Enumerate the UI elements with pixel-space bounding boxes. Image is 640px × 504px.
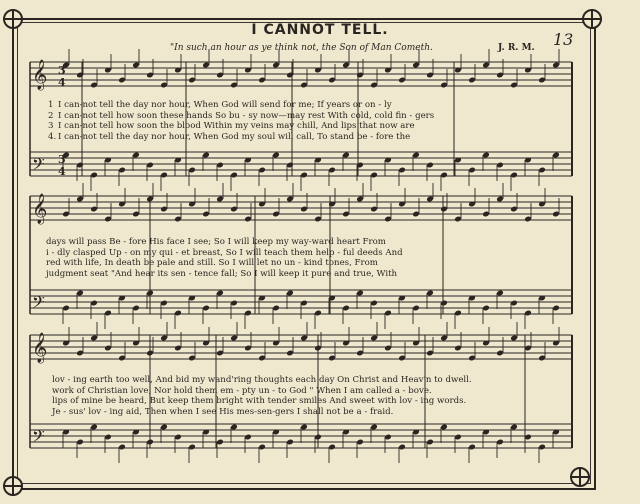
lyric-line: red with life, In death be pale and still. So I will let no un - kind tones, From xyxy=(46,258,378,268)
lyric-line: 4. I can-not tell the day nor hour, When God my soul will call, To stand be - fore the xyxy=(48,131,411,142)
lyric-line: lips of mine be heard, But keep them bright with tender smiles And sweet with lov - ing words. xyxy=(52,396,467,406)
treble-clef: 𝄞 xyxy=(32,333,48,363)
time-signature: 3 xyxy=(58,153,66,166)
bass-clef: 𝄢 xyxy=(32,426,45,450)
bass-clef: 𝄢 xyxy=(32,154,45,178)
author-initials: J. R. M. xyxy=(498,43,535,53)
treble-clef: 𝄞 xyxy=(32,194,48,224)
page-number: 13 xyxy=(553,30,574,49)
lyric-line: lov - ing earth too well, And bid my wand'ring thoughts each day On Christ and Heav'n to dwell. xyxy=(52,375,472,385)
hymn-title: I CANNOT TELL. xyxy=(251,22,389,38)
lyric-line: Je - sus' lov - ing aid, Then when I see His mes-sen-gers I shall not be a - fraid. xyxy=(52,406,394,417)
bass-clef: 𝄢 xyxy=(32,292,45,316)
lyrics-system-3 xyxy=(52,375,472,417)
lyric-line: work of Christian love; Nor hold them em - pty un - to God " When I am called a - bove. xyxy=(52,385,432,396)
lyric-line: 3 I can-not tell how soon the blood Within my veins may chill, And lips that now are xyxy=(48,121,415,131)
time-signature: 3 xyxy=(58,64,66,77)
lyric-line: 2 I can-not tell how soon these hands So bu - sy now—may rest With cold, cold fin - gers xyxy=(48,110,435,121)
treble-clef: 𝄞 xyxy=(32,60,48,90)
lyric-line: 1 I can-not tell the day nor hour, When God will send for me; If years or on - ly xyxy=(48,100,392,110)
time-signature: 4 xyxy=(58,165,66,178)
time-signature: 4 xyxy=(58,76,66,89)
lyric-line: judgment seat "And hear its sen - tence fall; So I will keep it pure and true, With xyxy=(46,268,398,279)
lyrics-system-2 xyxy=(46,237,403,279)
lyrics-system-1 xyxy=(48,100,434,142)
lyric-line: days will pass Be - fore His face I see; So I will keep my way-ward heart From xyxy=(46,237,386,247)
scripture-epigraph: "In such an hour as ye think not, the Son of Man Cometh. xyxy=(170,43,433,53)
lyric-line: i - dly clasped Up - on my qui - et breast, So I will teach them help - ful deeds And xyxy=(46,247,403,258)
